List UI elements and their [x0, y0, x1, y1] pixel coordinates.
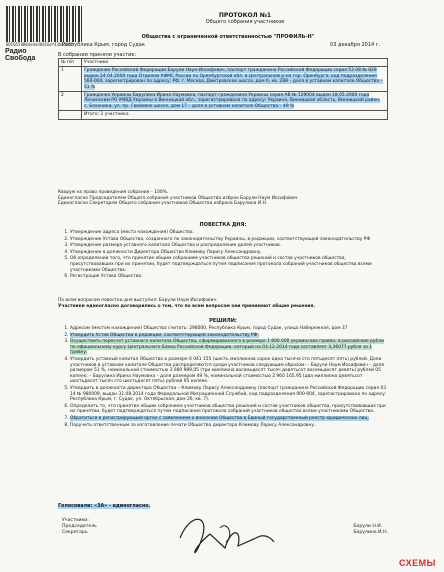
agenda-item: 6. Регистрация Устава Общества.	[70, 274, 388, 280]
row-num: 1	[59, 67, 82, 92]
decision-item	[70, 339, 388, 356]
speaker-block	[58, 298, 388, 309]
handwritten-signature	[170, 508, 280, 558]
protocol-header	[150, 12, 340, 26]
sig-label-chair: Председатель	[62, 524, 97, 529]
agenda-item: 5. Об определении того, что принятие общим собранием участников общества решений и состав участников общества, присутствовавших при их принятии, будет подтверждаться путем подписания протокола собраний участников общества всеми участниками Общества.	[70, 256, 388, 273]
table-header-row	[59, 59, 388, 67]
agenda-block	[58, 230, 388, 281]
sig-label-participants: Участники:	[62, 518, 89, 523]
decisions-block	[58, 326, 388, 429]
speaker-line: По всем вопросам повестки дня выступил: Барули Наум Иосифович.	[58, 298, 218, 303]
quorum-block	[58, 190, 388, 207]
row-num: 2	[59, 92, 82, 111]
decision-item: 5. Утвердить в должности директора Общества – Климову Ларису Александровну (паспорт гражданина Российской Федерации серия 03 14 № 980009, выдан 31.08.2014 года Федеральной Миграционной Службой, код подразделения 900-004, зарегистрирована по адресу: Республика Крым, г. Судак, ул. Октябрьская, дом 26, кв. 7).	[70, 386, 388, 403]
decision-item-text: Осуществить пересчет уставного капитала Общества, сформированного в размере 1 800 000 украинских гривен, в российские рубли по официальному курсу Центрального Банка Российской Федерации, который на 03.12.2014 года составляет 3,36077 рубля за 1 гривну.	[70, 339, 384, 356]
decision-item: 1. Адресом (местом нахождения) Общества считать: 298000, Республика Крым, город Судак, улица Набережная, дом 37	[70, 326, 388, 332]
logo-line2: Свобода	[5, 55, 36, 62]
company-name: Общества с ограниченной ответственностью "ПРОФИЛЬ-Н"	[141, 34, 315, 40]
speaker-line: Участники единогласно договорились о том, что по всем вопросам они принимают общие решения.	[58, 303, 316, 309]
quorum-line: Кворум на право проведения собрания – 100%.	[58, 190, 169, 195]
watermark-logo: СХЕМЫ	[399, 558, 436, 568]
agenda-item: 4. Утверждение в должности Директора Общества Климову Ларису Александровну.	[70, 250, 388, 256]
decision-item: 8. Поручить ответственным за изготовление печати Общества директора Климову Ларису Александровну.	[70, 423, 388, 429]
voting-text: Голосовали: «ЗА» - единогласно.	[58, 504, 151, 509]
signature-names	[353, 524, 388, 536]
agenda-item: 1. Утверждение адреса (места нахождения) Общества.	[70, 230, 388, 236]
decision-item	[70, 333, 388, 339]
row-total: Итого: 2 участника	[82, 111, 388, 119]
row-num	[59, 111, 82, 119]
date-text: 03 декабря 2014 г.	[330, 42, 380, 48]
decision-item	[70, 416, 388, 422]
participant-2-text: Гражданка Украины Барулина Ирина Наумовна, паспорт гражданина Украины серия АВ № 129004 выдан 18.05.2000 года Ленинским РО УМВД Украины в Винницкой обл., зарегистрирована по адресу: Украина, Винницкая область, Винницкий район, с. Бохоники, ул. пр. Гвийовое шоссе, дом 17 – доля в уставном капитале Общества – 49 %	[84, 93, 381, 109]
signature-labels	[62, 518, 97, 536]
logo	[5, 48, 35, 62]
place-text: Республика Крым, город Судак	[62, 42, 145, 48]
table-row	[59, 92, 388, 111]
col-header-num: № п/п	[59, 59, 82, 67]
agenda-item: 2. Утверждение Устава Общества, созданного по законодательству Украины, в редакции, соответствующей законодательству РФ	[70, 237, 388, 243]
agenda-item: 3. Утверждение размера уставного капитала Общества и распределение долей участников.	[70, 243, 388, 249]
table-row	[59, 111, 388, 119]
participants-table	[58, 58, 388, 120]
sig-label-secretary: Секретарь	[62, 530, 88, 535]
decision-item-text: Утвердить Устав Общества в редакции, соответствующей законодательству РФ.	[70, 332, 259, 338]
quorum-line: Единогласно Секретарем Общего собрания участников Общества избрана Барулина И.Н.	[58, 201, 268, 207]
logo-line1: Радио	[5, 48, 27, 55]
participant-1-text: Гражданин Российской Федерации Барули Наум Иосифович, паспорт гражданина Российской Федерации серия 53 08 № 828 выдан 24.04.2009 года Отделом УФМС России по Оренбургской обл. в Центральном р-не гор. Оренбурга, код подразделения 560-004, зарегистрирован по адресу: РФ, г. Москва, Дмитровское шоссе, дом 6, кв. 288 – доля в уставном капитале Общества – 51 %	[84, 68, 383, 90]
agenda-title: ПОВЕСТКА ДНЯ:	[199, 222, 247, 228]
decision-item-text: Обратиться в регистрирующий орган с заявлением о внесении Общества в Единый государственный реестр юридических лиц.	[70, 415, 369, 421]
table-row	[59, 67, 388, 92]
attendance-label: В собрании приняли участие:	[58, 52, 137, 58]
decision-item: 6. Определить то, что принятие общим собранием участников общества решений и состав участников общества, присутствовавших при их принятии, будет подтверждаться путем подписания протокола собраний участников общества всеми участниками Общества.	[70, 404, 388, 415]
sig-name-chair: Барули Н.И.	[353, 524, 383, 529]
row-text	[82, 92, 388, 111]
sig-name-secretary: Барулина И.Н.	[353, 530, 388, 535]
decision-item: 4. Утвердить уставный капитал Общества в размере 6 041 155 (шесть миллионов сорок одна тысяча сто пятьдесят пять) рублей. Доли участников в уставном капитале Общества распределяются среди участников следующим образом: – Барули Наум Иосифович – доля размером 51 %, номинальной стоимостью 3 080 989,05 (три миллиона восемьдесят тысяч девятьсот восемьдесят девять) рублей 05 копеек; – Барулина Ирина Наумовна – доля размером 49 %, номинальной стоимостью 2 960 165,95 (два миллиона девятьсот шестьдесят тысяч сто шестьдесят пять) рублей 95 копеек.	[70, 357, 388, 385]
barcode-image	[6, 6, 84, 42]
quorum-line: Единогласно Председателем Общего собрания участников Общества избран Барули Наум Иосифович.	[58, 195, 299, 201]
barcode-text: 8DF0558B84e4ed8d16ef43b65805	[6, 42, 74, 47]
decisions-title: РЕШИЛИ:	[209, 318, 237, 324]
col-header-participants: Участники	[82, 59, 388, 67]
row-text	[82, 67, 388, 92]
protocol-title: ПРОТОКОЛ №1	[218, 12, 272, 19]
protocol-subtitle: Общего собрания участников	[205, 19, 285, 25]
